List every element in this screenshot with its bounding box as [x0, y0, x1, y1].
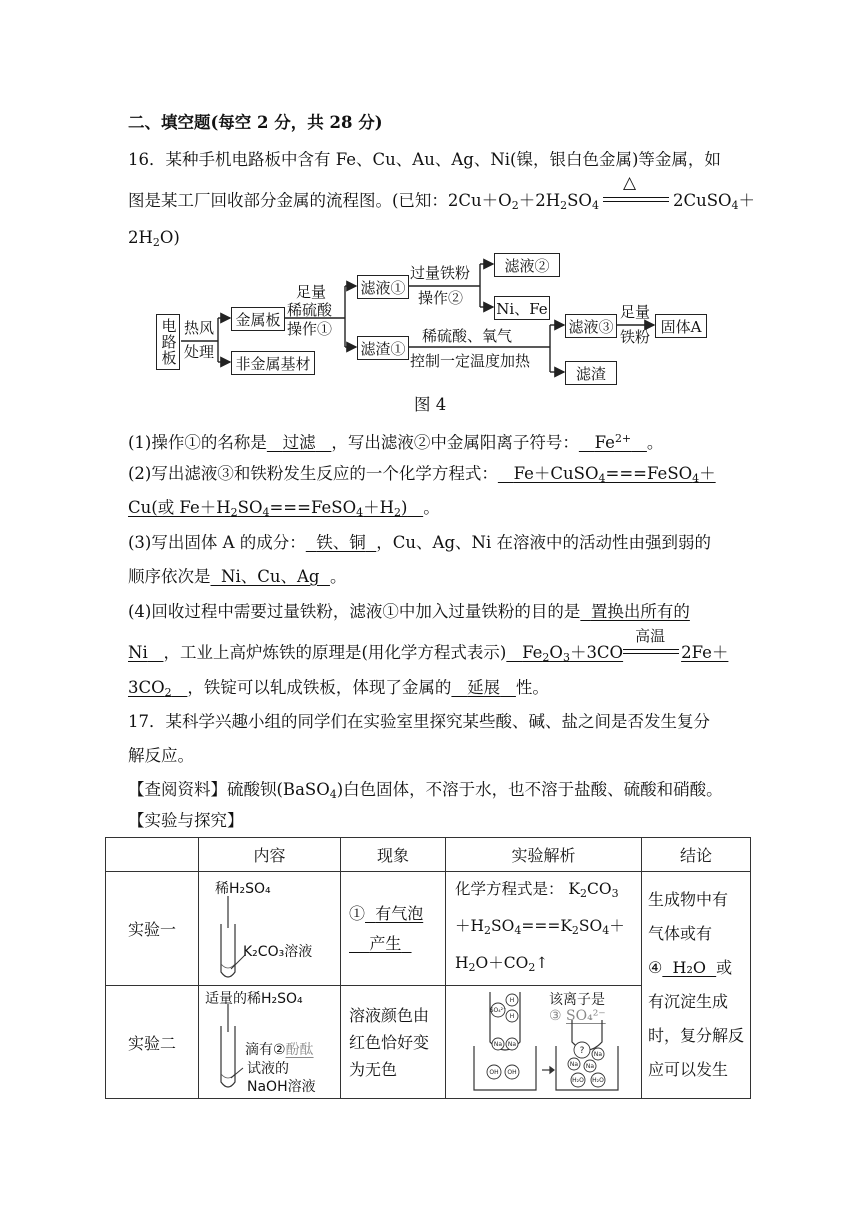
filtrate1-box [357, 275, 409, 299]
conclusion-line: 应可以发生 [648, 1060, 729, 1079]
q3-answer-2-text: Ni、Cu、Ag [221, 567, 320, 586]
q2-answer-l2: Cu(或 $Fe+H_2SO_4===FeSO_4+H_2$) [128, 498, 408, 519]
q2-text: (2)写出滤液③和铁粉发生反应的一个化学方程式： [128, 464, 498, 483]
q16-eq-part: ＋ [738, 191, 756, 210]
high-temp-label: 高温 [635, 627, 666, 645]
conclusion-answer-text: H₂O [672, 958, 706, 977]
q2-eq: ＋H [363, 498, 394, 517]
metal-board-box [231, 307, 285, 331]
tube2-line3: NaOH溶液 [247, 1079, 316, 1095]
eq-part: ＋ [609, 917, 625, 935]
ni-fe-label: Ni、Fe [496, 299, 548, 318]
q1-end: 。 [646, 433, 664, 452]
q2-eq: SO [237, 498, 263, 517]
conclusion-answer [662, 958, 716, 977]
header-empty [106, 838, 199, 872]
phen1-answer-2-text: 产生 [369, 933, 402, 953]
ion-number: ③ [549, 1008, 562, 1024]
ion-so4: SO₄²⁻ [489, 1007, 507, 1014]
nonmetal-base-label: 非金属基材 [235, 354, 311, 373]
indicator-answer: 酚酞 [285, 1042, 314, 1058]
q4-end: 性。 [515, 678, 549, 697]
exp2-diagram [199, 986, 341, 1099]
residue1-box [357, 336, 409, 360]
eq-part: SO [578, 917, 603, 935]
q2-eq: ===FeSO [269, 498, 357, 517]
q17-explore: 【实验与探究】 [128, 811, 244, 830]
conclusion-line: 时，复分解反 [648, 1026, 745, 1045]
test-tube-1-icon [199, 872, 340, 985]
ni-fe-box [494, 296, 550, 320]
q16-eq-part: SO [567, 191, 592, 210]
q17-ref-text: )白色固体，不溶于水，也不溶于盐酸、硫酸和硝酸。 [336, 780, 723, 799]
q4-answer-2b: $3CO_2$ [128, 678, 172, 699]
section-title-text: 二、填空题(每空 2 分，共 28 分) [128, 113, 383, 132]
excess-iron-label: 过量铁粉 [410, 264, 471, 282]
q1-text-b: ，写出滤液②中金属阳离子符号： [331, 433, 579, 452]
q4-text-c: ，铁锭可以轧成铁板，体现了金属的 [187, 678, 452, 697]
nonmetal-base-box [231, 351, 315, 375]
q2-eq: ) [401, 498, 408, 517]
q16-eq-part: 图是某工厂回收部分金属的流程图。(已知：2Cu＋O [128, 191, 512, 210]
residue-box [565, 361, 617, 385]
eq-part: ===K [521, 917, 572, 935]
ion-h: H [509, 1013, 515, 1020]
phen1-answer [365, 904, 423, 923]
header-conclusion: 结论 [642, 838, 751, 872]
answer-line-2 [128, 463, 716, 490]
q17-line1: 17．某科学兴趣小组的同学们在实验室里探究某些酸、碱、盐之间是否发生复分 [128, 712, 710, 731]
answer-line-4 [128, 532, 711, 554]
ion-label: 该离子是 [549, 992, 605, 1008]
conclusion-cell [642, 872, 751, 1099]
eq-part: ↑ [535, 954, 549, 972]
exp1-label: 实验一 [106, 872, 199, 986]
exp2-analysis [446, 986, 642, 1099]
q16-eq-part: O) [159, 228, 180, 247]
tube2-indicator-label [245, 1039, 314, 1059]
phen2-line: 红色恰好变 [349, 1032, 430, 1052]
ion-answer-text: SO₄²⁻ [566, 1008, 606, 1024]
phen2-line: 为无色 [349, 1059, 398, 1079]
solid-a-box [655, 314, 707, 338]
answer-line-6 [128, 601, 690, 623]
q16-line2: 图是某工厂回收部分金属的流程图。(已知：$2Cu+O_2+2H_2SO_4$ △ 2CuSO$_4$＋ [128, 173, 756, 212]
solid-a-label: 固体A [660, 317, 702, 336]
exp2-phenomenon [341, 986, 446, 1099]
conclusion-line: 气体或有 [648, 924, 713, 943]
q16-line1: 16．某种手机电路板中含有 Fe、Cu、Au、Ag、Ni(镍，银白色金属)等金属，如 [128, 150, 721, 169]
tube1-solution-label: K₂CO₃溶液 [243, 944, 313, 960]
q4-answer-2: $Fe_2O_3+3CO$ 高温 2Fe＋ [522, 627, 729, 664]
filtrate1-label: 滤液① [360, 278, 406, 297]
q3-text-b: ，Cu、Ag、Ni 在溶液中的活动性由强到弱的 [376, 533, 711, 552]
ion-oh: OH [507, 1069, 517, 1076]
q2-eq: ＋ [699, 464, 716, 483]
ion-na: Na [493, 1041, 503, 1048]
table-header-row [106, 838, 751, 872]
q3-end: 。 [329, 567, 347, 586]
answer-line-3 [128, 497, 440, 524]
answer-line-7 [128, 627, 729, 669]
q1-answer-1-text: 过滤 [282, 433, 316, 452]
q4-text: (4)回收过程中需要过量铁粉，滤液①中加入过量铁粉的目的是 [128, 602, 581, 621]
conclusion-line: 有沉淀生成 [648, 992, 729, 1011]
ion-unknown: ? [579, 1046, 585, 1056]
q4-eq: 3CO [128, 678, 165, 697]
high-temp-condition [623, 627, 681, 664]
conclusion-line: 生成物中有 [648, 890, 729, 909]
experiment-table [105, 837, 751, 1099]
enough2-label: 足量 [620, 303, 651, 321]
phen1-number: ① [349, 903, 366, 923]
q16-eq-part: ＋2H [518, 191, 561, 210]
q2-eq: Cu(或 Fe＋H [128, 498, 231, 517]
q17-ref-text: 【查阅资料】硫酸钡(BaSO [128, 780, 330, 799]
table-row [106, 872, 751, 986]
q3-answer-1-text: 铁、铜 [316, 533, 366, 552]
ion-reaction-diagram [446, 986, 641, 1098]
circuit-board-box [156, 314, 180, 370]
heat-symbol: △ [622, 173, 637, 193]
phen2-line: 溶液颜色由 [349, 1005, 430, 1025]
q4-answer-3 [451, 678, 516, 697]
molecule-h2o: H₂O [572, 1077, 584, 1084]
header-phenomenon: 现象 [341, 838, 446, 872]
q4-answer-1 [580, 602, 690, 621]
q17-line2: 解反应。 [128, 746, 194, 765]
q4-answer-3-text: 延展 [467, 678, 501, 697]
eq-part: H [455, 954, 469, 972]
q16-eq-part: 2CuSO [672, 191, 732, 210]
answer-line-1 [128, 428, 663, 454]
figure-caption: 图 4 [414, 395, 447, 414]
eq-part: CO [587, 880, 612, 898]
eq-part: SO [491, 917, 515, 935]
ion-na: Na [593, 1051, 603, 1058]
answer-line-8 [128, 677, 549, 704]
tube2-indicator-text: 滴有② [245, 1042, 286, 1058]
q2-answer-l1: Fe＋CuSO$_4$===FeSO$_4$＋ [513, 464, 716, 485]
q2-eq: ===FeSO [605, 464, 693, 483]
circuit-board-label: 电路板 [159, 318, 178, 366]
conclusion-number: ④ [648, 958, 663, 977]
hot-air-label: 热风 [184, 319, 215, 337]
q3-text-c: 顺序依次是 [128, 567, 211, 586]
ion-na: Na [569, 1061, 579, 1068]
phen1-answer-text: 有气泡 [375, 903, 424, 923]
q2-end: 。 [423, 498, 440, 517]
q1-answer-2-text: Fe [594, 433, 615, 452]
eq-part: O＋CO [475, 954, 529, 972]
eq-part: ＋H [455, 917, 485, 935]
ion-na: Na [507, 1041, 517, 1048]
residue1-label: 滤渣① [360, 339, 406, 358]
phen1-answer-2 [349, 934, 412, 953]
q1-text: (1)操作①的名称是 [128, 433, 267, 452]
dilute-acid-label: 稀硫酸 [287, 301, 333, 319]
q4-answer-1b-text: Ni [128, 643, 148, 662]
eq-part: 化学方程式是： K [455, 880, 581, 898]
exp1-phenomenon [341, 872, 446, 986]
molecule-h2o: H₂O [592, 1077, 604, 1084]
acid-oxygen-label: 稀硫酸、氧气 [422, 327, 513, 345]
process-label: 处理 [184, 343, 215, 361]
q4-eq: O [549, 643, 563, 662]
q1-answer-2-charge: 2+ [614, 432, 632, 445]
q1-answer-1 [267, 433, 332, 452]
exp2-label: 实验二 [106, 986, 199, 1099]
q3-answer-2 [211, 567, 330, 586]
filtrate3-box [565, 314, 617, 338]
q16-eq-part: 2H [128, 228, 153, 247]
exp1-diagram [199, 872, 341, 986]
answer-line-5 [128, 566, 346, 588]
temp-control-label: 控制一定温度加热 [410, 352, 531, 370]
enough-label: 足量 [296, 283, 327, 301]
q4-eq: 2Fe＋ [681, 643, 729, 662]
q1-answer-2 [579, 433, 647, 452]
exp1-analysis: 化学方程式是： $K_2CO_3$ $+H_2SO_4===K_2SO_4+$ $H_2O+CO_2↑$ [446, 872, 642, 986]
q16-line3: $2H_2O$) [128, 228, 180, 249]
q4-eq: ＋3CO [569, 643, 624, 662]
q4-answer-1-text: 置换出所有的 [590, 602, 690, 621]
ion-h: H [509, 997, 515, 1004]
tube1-acid-label: 稀H₂SO₄ [215, 881, 271, 897]
header-analysis: 实验解析 [446, 838, 642, 872]
ion-oh: OH [489, 1069, 499, 1076]
filtrate2-label: 滤液② [504, 256, 550, 275]
filtrate2-box [494, 253, 560, 277]
tube2-line2: 试液的 [247, 1061, 289, 1077]
q4-eq: Fe [522, 643, 543, 662]
tube2-acid-label: 适量的稀H₂SO₄ [205, 991, 303, 1007]
q3-text: (3)写出固体 A 的成分： [128, 533, 306, 552]
op1-label: 操作① [287, 320, 333, 338]
conclusion-or: 或 [716, 958, 733, 977]
ion-na: Na [585, 1063, 595, 1070]
q3-answer-1 [306, 533, 377, 552]
q4-answer-1b [128, 643, 163, 662]
header-content: 内容 [199, 838, 341, 872]
residue-label: 滤渣 [575, 364, 606, 383]
metal-board-label: 金属板 [235, 310, 281, 329]
q17-reference: 【查阅资料】硫酸钡(BaSO$_4$)白色固体，不溶于水，也不溶于盐酸、硫酸和硝酸。 [128, 780, 723, 801]
iron-powder-label: 铁粉 [620, 328, 651, 346]
q2-eq: Fe＋CuSO [513, 464, 599, 483]
filtrate3-label: 滤液③ [568, 317, 614, 336]
q4-text-b: ，工业上高炉炼铁的原理是(用化学方程式表示) [163, 643, 507, 662]
op2-label: 操作② [418, 289, 464, 307]
